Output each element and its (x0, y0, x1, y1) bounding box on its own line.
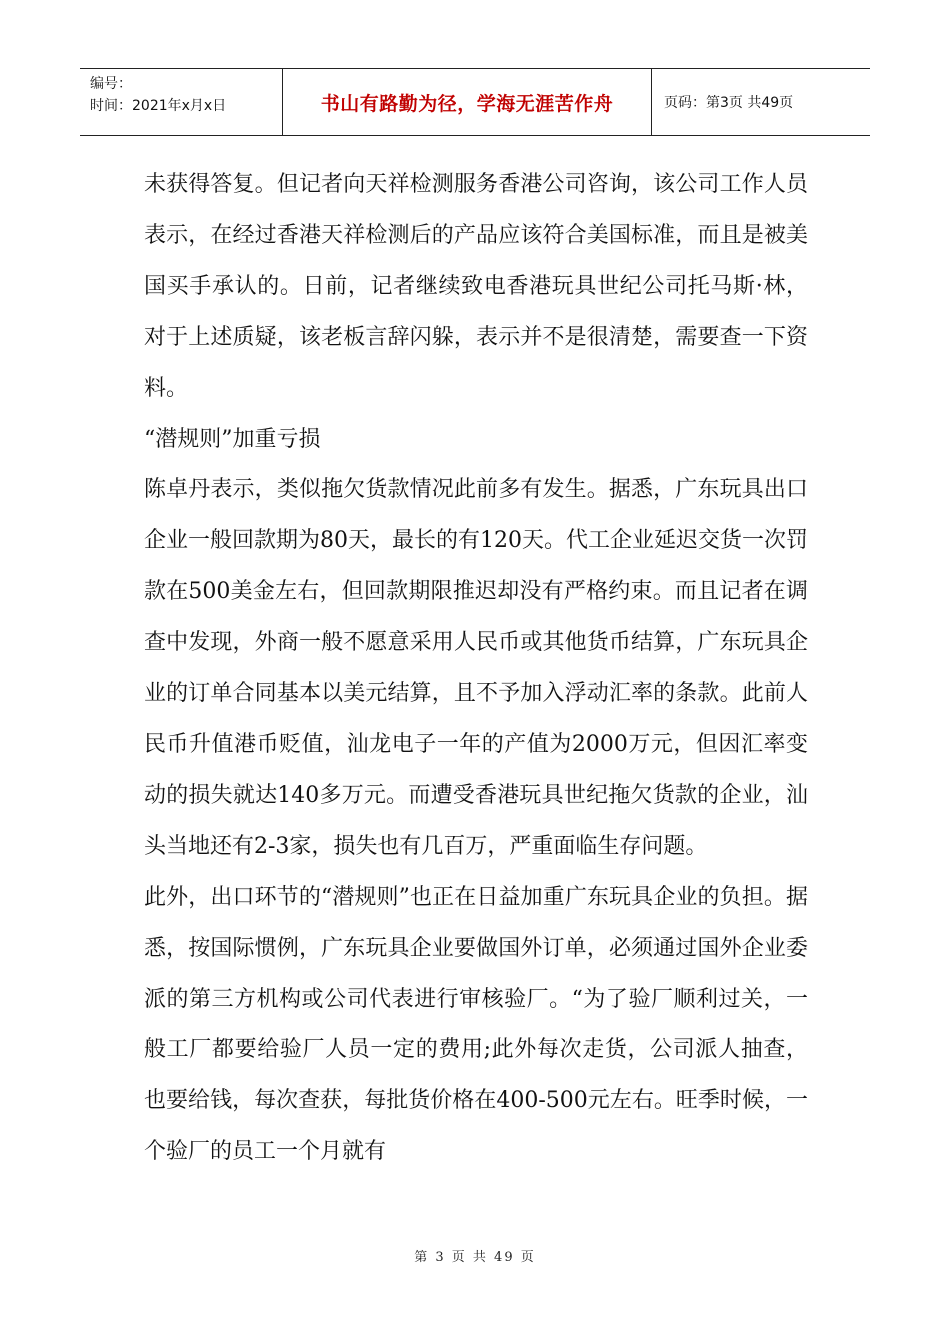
body-paragraph: 未获得答复。但记者向天祥检测服务香港公司咨询，该公司工作人员表示，在经过香港天祥检测后的产品应该符合美国标准，而且是被美国买手承认的。日前，记者继续致电香港玩具世纪公司托马斯·林，对于上述质疑，该老板言辞闪躲，表示并不是很清楚，需要查一下资料。 (144, 172, 808, 401)
body-paragraph: 陈卓丹表示，类似拖欠货款情况此前多有发生。据悉，广东玩具出口企业一般回款期为80天，最长的有120天。代工企业延迟交货一次罚款在500美金左右，但回款期限推迟却没有严格约束。而且记者在调查中发现，外商一般不愿意采用人民币或其他货币结算，广东玩具企业的订单合同基本以美元结算，且不予加入浮动汇率的条款。此前人民币升值港币贬值，汕龙电子一年的产值为2000万元，但因汇率变动的损失就达140多万元。而遭受香港玩具世纪拖欠货款的企业，汕头当地还有2-3家，损失也有几百万，严重面临生存问题。 (144, 477, 808, 859)
document-number-label: 编号： (90, 76, 132, 92)
document-body (144, 160, 808, 1178)
header-meta (80, 69, 282, 135)
header-page-info: 页码：第3页 共49页 (664, 95, 794, 111)
body-paragraph: 此外，出口环节的“潜规则”也正在日益加重广东玩具企业的负担。据悉，按国际惯例，广东玩具企业要做国外订单，必须通过国外企业委派的第三方机构或公司代表进行审核验厂。“为了验厂顺利过关，一般工厂都要给验厂人员一定的费用;此外每次走货，公司派人抽查，也要给钱，每次查获，每批货价格在400-500元左右。旺季时候，一个验厂的员工一个月就有 (144, 884, 808, 1165)
page-header (80, 68, 870, 136)
page-footer: 第 3 页 共 49 页 (414, 1250, 536, 1265)
document-date-label: 时间：2021年x月x日 (90, 98, 227, 114)
section-heading: “潜规则”加重亏损 (144, 426, 321, 452)
header-motto: 书山有路勤为径，学海无涯苦作舟 (282, 69, 652, 135)
